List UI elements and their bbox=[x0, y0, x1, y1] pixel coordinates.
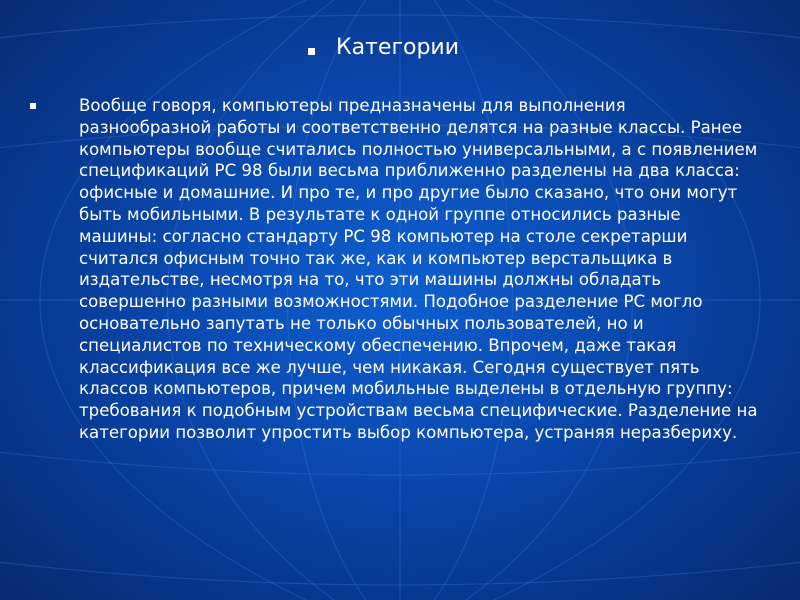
title-row bbox=[308, 33, 459, 63]
body-paragraph: Вообще говоря, компьютеры предназначены для выполнения разнообразной работы и соответственно делятся на разные классы. Ранее компьютеры вообще считались полностью универсальными, а с появлением спецификаций PC 98 были весьма приближенно разделены на два класса: офисные и домашние. И про те, и про другие было сказано, что они могут быть мобильными. В результате к одной группе относились разные машины: согласно стандарту PC 98 компьютер на столе секретарши считался офисным точно так же, как и компьютер верстальщика в издательстве, несмотря на то, что эти машины должны обладать совершенно разными возможностями. Подобное разделение PC могло основательно запутать не только обычных пользователей, но и специалистов по техническому обеспечению. Впрочем, даже такая классификация все же лучше, чем никакая. Сегодня существует пять классов компьютеров, причем мобильные выделены в отдельную группу: требования к подобным устройствам весьма специфические. Разделение на категории позволит упростить выбор компьютера, устраняя неразбериху. bbox=[79, 96, 758, 442]
body-bullet-icon bbox=[30, 103, 36, 109]
body-row bbox=[30, 95, 760, 444]
title-bullet-icon bbox=[308, 48, 315, 55]
slide-title: Категории bbox=[336, 35, 460, 60]
